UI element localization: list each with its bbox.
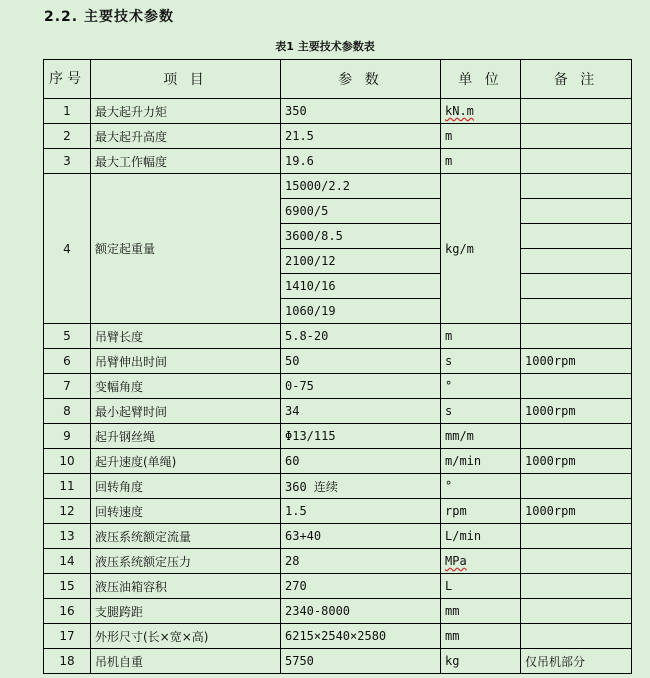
row-param: 360 连续 bbox=[281, 474, 441, 499]
row-number: 6 bbox=[44, 349, 91, 374]
row-item: 支腿跨距 bbox=[91, 599, 281, 624]
row-item: 最大起升力矩 bbox=[91, 99, 281, 124]
row-item: 最小起臂时间 bbox=[91, 399, 281, 424]
row-unit: kg bbox=[441, 649, 521, 674]
table-row bbox=[44, 624, 632, 649]
row-param: 2100/12 bbox=[281, 249, 441, 274]
row-param: 1.5 bbox=[281, 499, 441, 524]
row-unit: s bbox=[441, 349, 521, 374]
row-note bbox=[521, 224, 632, 249]
row-param: 350 bbox=[281, 99, 441, 124]
row-number: 1 bbox=[44, 99, 91, 124]
table-row bbox=[44, 124, 632, 149]
header-note: 备 注 bbox=[521, 60, 632, 99]
row-item: 吊臂伸出时间 bbox=[91, 349, 281, 374]
row-param: 1060/19 bbox=[281, 299, 441, 324]
table-row bbox=[44, 649, 632, 674]
row-unit: mm bbox=[441, 624, 521, 649]
row-param: Φ13/115 bbox=[281, 424, 441, 449]
row-unit: m/min bbox=[441, 449, 521, 474]
table-row bbox=[44, 399, 632, 424]
header-unit: 单 位 bbox=[441, 60, 521, 99]
row-note bbox=[521, 374, 632, 399]
row-number: 15 bbox=[44, 574, 91, 599]
row-item: 回转角度 bbox=[91, 474, 281, 499]
row-item: 起升钢丝绳 bbox=[91, 424, 281, 449]
row-number: 9 bbox=[44, 424, 91, 449]
row-number: 17 bbox=[44, 624, 91, 649]
row-param: 3600/8.5 bbox=[281, 224, 441, 249]
row-note bbox=[521, 124, 632, 149]
row-note bbox=[521, 199, 632, 224]
row-item: 回转速度 bbox=[91, 499, 281, 524]
row-note bbox=[521, 149, 632, 174]
table-row bbox=[44, 474, 632, 499]
table-header-row bbox=[44, 60, 632, 99]
section-title: 2.2. 主要技术参数 bbox=[44, 9, 174, 25]
row-number: 5 bbox=[44, 324, 91, 349]
table-row bbox=[44, 499, 632, 524]
row-unit: s bbox=[441, 399, 521, 424]
row-param: 63+40 bbox=[281, 524, 441, 549]
row-note bbox=[521, 599, 632, 624]
row-item: 最大起升高度 bbox=[91, 124, 281, 149]
row-note: 1000rpm bbox=[521, 349, 632, 374]
row-note bbox=[521, 324, 632, 349]
row-note bbox=[521, 99, 632, 124]
row-note bbox=[521, 174, 632, 199]
row-param: 2340-8000 bbox=[281, 599, 441, 624]
row-note bbox=[521, 574, 632, 599]
row-param: 28 bbox=[281, 549, 441, 574]
header-no: 序号 bbox=[44, 60, 91, 99]
row-note bbox=[521, 524, 632, 549]
row-number: 18 bbox=[44, 649, 91, 674]
row-param: 34 bbox=[281, 399, 441, 424]
row-param: 60 bbox=[281, 449, 441, 474]
row-item: 液压系统额定流量 bbox=[91, 524, 281, 549]
row-param: 19.6 bbox=[281, 149, 441, 174]
row-unit: L bbox=[441, 574, 521, 599]
table-caption: 表1 主要技术参数表 bbox=[275, 40, 375, 53]
row-param: 5750 bbox=[281, 649, 441, 674]
row-param: 21.5 bbox=[281, 124, 441, 149]
table-row bbox=[44, 574, 632, 599]
row-note bbox=[521, 299, 632, 324]
row-unit: m bbox=[441, 124, 521, 149]
table-row bbox=[44, 374, 632, 399]
row-unit: kg/m bbox=[441, 174, 521, 324]
row-unit: mm/m bbox=[441, 424, 521, 449]
row-note bbox=[521, 424, 632, 449]
row-param: 5.8-20 bbox=[281, 324, 441, 349]
row-note bbox=[521, 624, 632, 649]
row-item: 吊机自重 bbox=[91, 649, 281, 674]
row-unit: MPa bbox=[441, 549, 521, 574]
table-row bbox=[44, 149, 632, 174]
header-item: 项 目 bbox=[91, 60, 281, 99]
table-row bbox=[44, 174, 632, 199]
row-unit: rpm bbox=[441, 499, 521, 524]
table-row bbox=[44, 599, 632, 624]
row-note bbox=[521, 549, 632, 574]
row-unit: m bbox=[441, 324, 521, 349]
row-number: 2 bbox=[44, 124, 91, 149]
row-number: 3 bbox=[44, 149, 91, 174]
spec-table bbox=[43, 59, 632, 674]
row-item: 液压系统额定压力 bbox=[91, 549, 281, 574]
row-note: 仅吊机部分 bbox=[521, 649, 632, 674]
row-note bbox=[521, 249, 632, 274]
table-row bbox=[44, 524, 632, 549]
table-body bbox=[44, 99, 632, 674]
row-param: 15000/2.2 bbox=[281, 174, 441, 199]
row-param: 6215×2540×2580 bbox=[281, 624, 441, 649]
row-unit: ° bbox=[441, 474, 521, 499]
row-number: 7 bbox=[44, 374, 91, 399]
row-param: 270 bbox=[281, 574, 441, 599]
row-note bbox=[521, 474, 632, 499]
row-number: 14 bbox=[44, 549, 91, 574]
table-row bbox=[44, 349, 632, 374]
row-number: 10 bbox=[44, 449, 91, 474]
row-note bbox=[521, 274, 632, 299]
row-param: 0-75 bbox=[281, 374, 441, 399]
row-param: 6900/5 bbox=[281, 199, 441, 224]
row-item: 外形尺寸(长×宽×高) bbox=[91, 624, 281, 649]
row-unit: kN.m bbox=[441, 99, 521, 124]
row-unit: mm bbox=[441, 599, 521, 624]
row-unit: m bbox=[441, 149, 521, 174]
row-param: 50 bbox=[281, 349, 441, 374]
table-row bbox=[44, 449, 632, 474]
header-param: 参 数 bbox=[281, 60, 441, 99]
row-number: 11 bbox=[44, 474, 91, 499]
row-unit: ° bbox=[441, 374, 521, 399]
row-item: 起升速度(单绳) bbox=[91, 449, 281, 474]
table-row bbox=[44, 99, 632, 124]
row-item: 最大工作幅度 bbox=[91, 149, 281, 174]
row-number: 12 bbox=[44, 499, 91, 524]
row-note: 1000rpm bbox=[521, 499, 632, 524]
table-row bbox=[44, 324, 632, 349]
row-note: 1000rpm bbox=[521, 449, 632, 474]
row-number: 13 bbox=[44, 524, 91, 549]
row-unit: L/min bbox=[441, 524, 521, 549]
row-number: 16 bbox=[44, 599, 91, 624]
row-note: 1000rpm bbox=[521, 399, 632, 424]
row-item: 变幅角度 bbox=[91, 374, 281, 399]
table-row bbox=[44, 549, 632, 574]
row-item: 额定起重量 bbox=[91, 174, 281, 324]
row-item: 液压油箱容积 bbox=[91, 574, 281, 599]
row-param: 1410/16 bbox=[281, 274, 441, 299]
row-number: 4 bbox=[44, 174, 91, 324]
row-item: 吊臂长度 bbox=[91, 324, 281, 349]
row-number: 8 bbox=[44, 399, 91, 424]
table-row bbox=[44, 424, 632, 449]
